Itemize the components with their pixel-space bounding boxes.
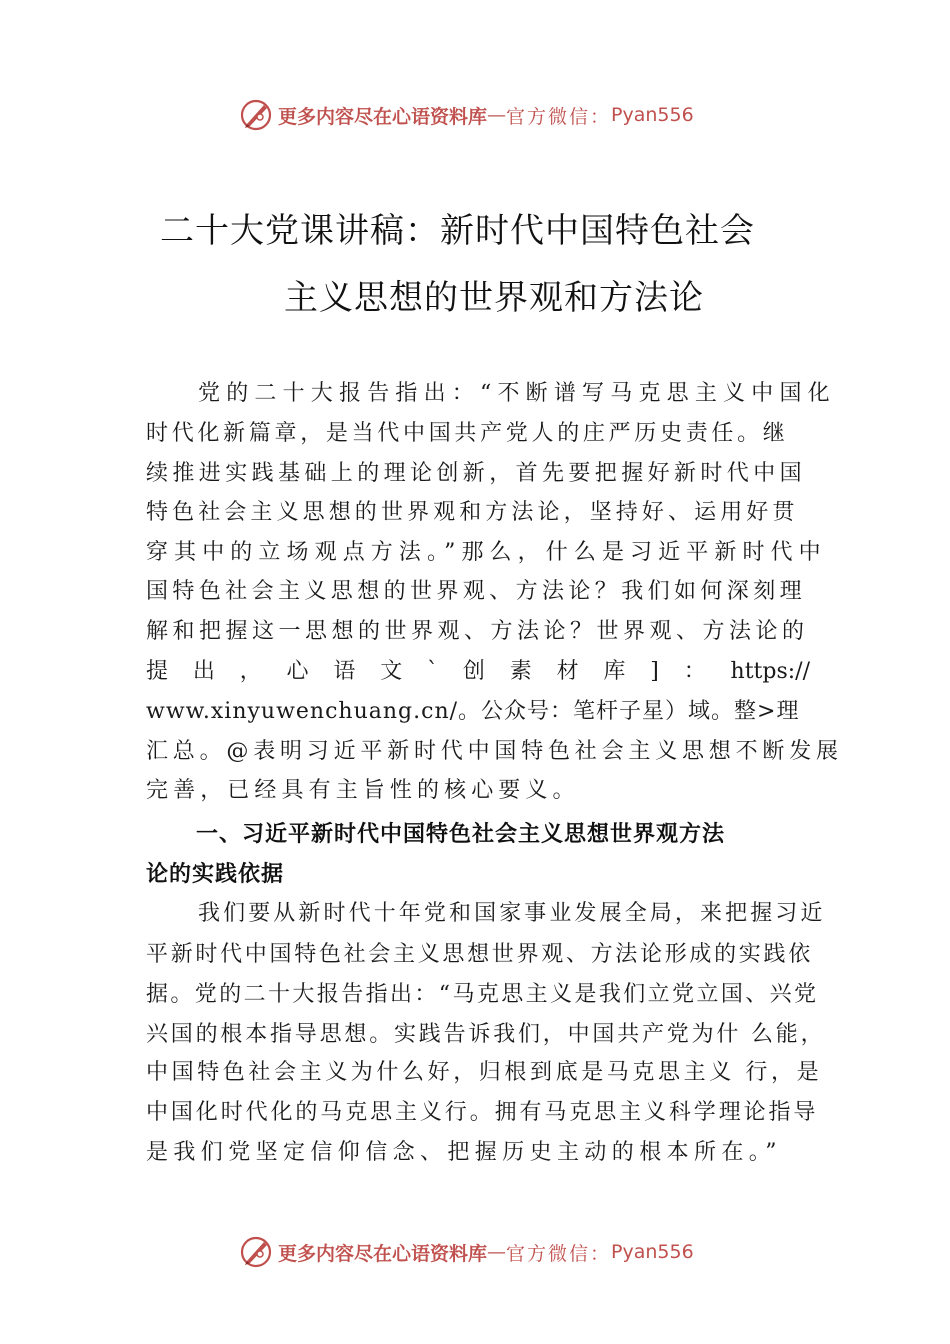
token: ` bbox=[427, 659, 439, 684]
banner-dash: — bbox=[487, 1241, 507, 1263]
section-heading-line-2: 论的实践依据 bbox=[146, 862, 285, 887]
pen-logo-icon bbox=[238, 97, 274, 133]
paragraph-line: 完善，已经具有主旨性的核心要义。 bbox=[146, 778, 580, 803]
paragraph-line: 续推进实践基础上的理论创新，首先要把握好新时代中国 bbox=[146, 461, 807, 486]
paragraph-line: 穿其中的立场观点方法。”那么，什么是习近平新时代中 bbox=[146, 540, 827, 565]
paragraph-line: 汇总。@表明习近平新时代中国特色社会主义思想不断发展 bbox=[146, 739, 843, 764]
banner-wechat-id: Pyan556 bbox=[611, 104, 694, 126]
token: 文 bbox=[380, 659, 403, 684]
pen-logo-icon bbox=[238, 1234, 274, 1270]
section-heading-line-1: 一、习近平新时代中国特色社会主义思想世界观方法 bbox=[196, 822, 726, 847]
token: 语 bbox=[333, 659, 356, 684]
banner-library-text: 更多内容尽在心语资料库 bbox=[278, 1242, 488, 1265]
paragraph-line: 据。党的二十大报告指出：“马克思主义是我们立党立国、兴党 bbox=[146, 982, 819, 1007]
paragraph-line: 解和把握这一思想的世界观、方法论？世界观、方法论的 bbox=[146, 619, 809, 644]
token: 材 bbox=[556, 659, 579, 684]
paragraph-line: 是我们党坚定信仰信念、把握历史主动的根本所在。” bbox=[146, 1140, 782, 1165]
token: 素 bbox=[509, 659, 532, 684]
token: ： bbox=[683, 659, 706, 684]
paragraph-line: www.xinyuwenchuang.cn/。公众号：笔杆子星）域。整>理 bbox=[146, 699, 800, 724]
token: 创 bbox=[462, 659, 485, 684]
paragraph-line: 党的二十大报告指出：“不断谱写马克思主义中国化 bbox=[198, 381, 836, 406]
banner-wechat-label: 官方微信： bbox=[506, 105, 612, 128]
banner-library-text: 更多内容尽在心语资料库 bbox=[278, 105, 488, 128]
document-title-line-2: 主义思想的世界观和方法论 bbox=[284, 278, 704, 318]
banner-wechat-label: 官方微信： bbox=[506, 1242, 612, 1265]
paragraph-line: 中国特色社会主义为什么好，归根到底是马克思主义 行，是 bbox=[146, 1060, 823, 1085]
token: 出 bbox=[192, 659, 215, 684]
footer-banner bbox=[238, 1232, 694, 1272]
paragraph-line: 特色社会主义思想的世界观和方法论，坚持好、运用好贯 bbox=[146, 500, 799, 525]
banner-dash: — bbox=[487, 104, 507, 126]
token: ] bbox=[650, 659, 659, 684]
url-token: https:// bbox=[730, 659, 810, 684]
paragraph-line: 平新时代中国特色社会主义思想世界观、方法论形成的实践依 bbox=[146, 942, 813, 967]
paragraph-line: 时代化新篇章，是当代中国共产党人的庄严历史责任。继 bbox=[146, 421, 789, 446]
paragraph-line: 我们要从新时代十年党和国家事业发展全局，来把握习近 bbox=[198, 901, 826, 926]
header-banner bbox=[238, 95, 694, 135]
paragraph-line: 中国化时代化的马克思主义行。拥有马克思主义科学理论指导 bbox=[146, 1100, 819, 1125]
token: ， bbox=[239, 659, 262, 684]
token: 提 bbox=[146, 659, 169, 684]
token: 库 bbox=[603, 659, 626, 684]
banner-wechat-id: Pyan556 bbox=[611, 1241, 694, 1263]
paragraph-justified-line bbox=[146, 657, 810, 687]
paragraph-line: 国特色社会主义思想的世界观、方法论？我们如何深刻理 bbox=[146, 579, 807, 604]
paragraph-line: 兴国的根本指导思想。实践告诉我们，中国共产党为什 么能， bbox=[146, 1022, 826, 1047]
document-title-line-1: 二十大党课讲稿：新时代中国特色社会 bbox=[160, 211, 755, 251]
token: 心 bbox=[286, 659, 309, 684]
